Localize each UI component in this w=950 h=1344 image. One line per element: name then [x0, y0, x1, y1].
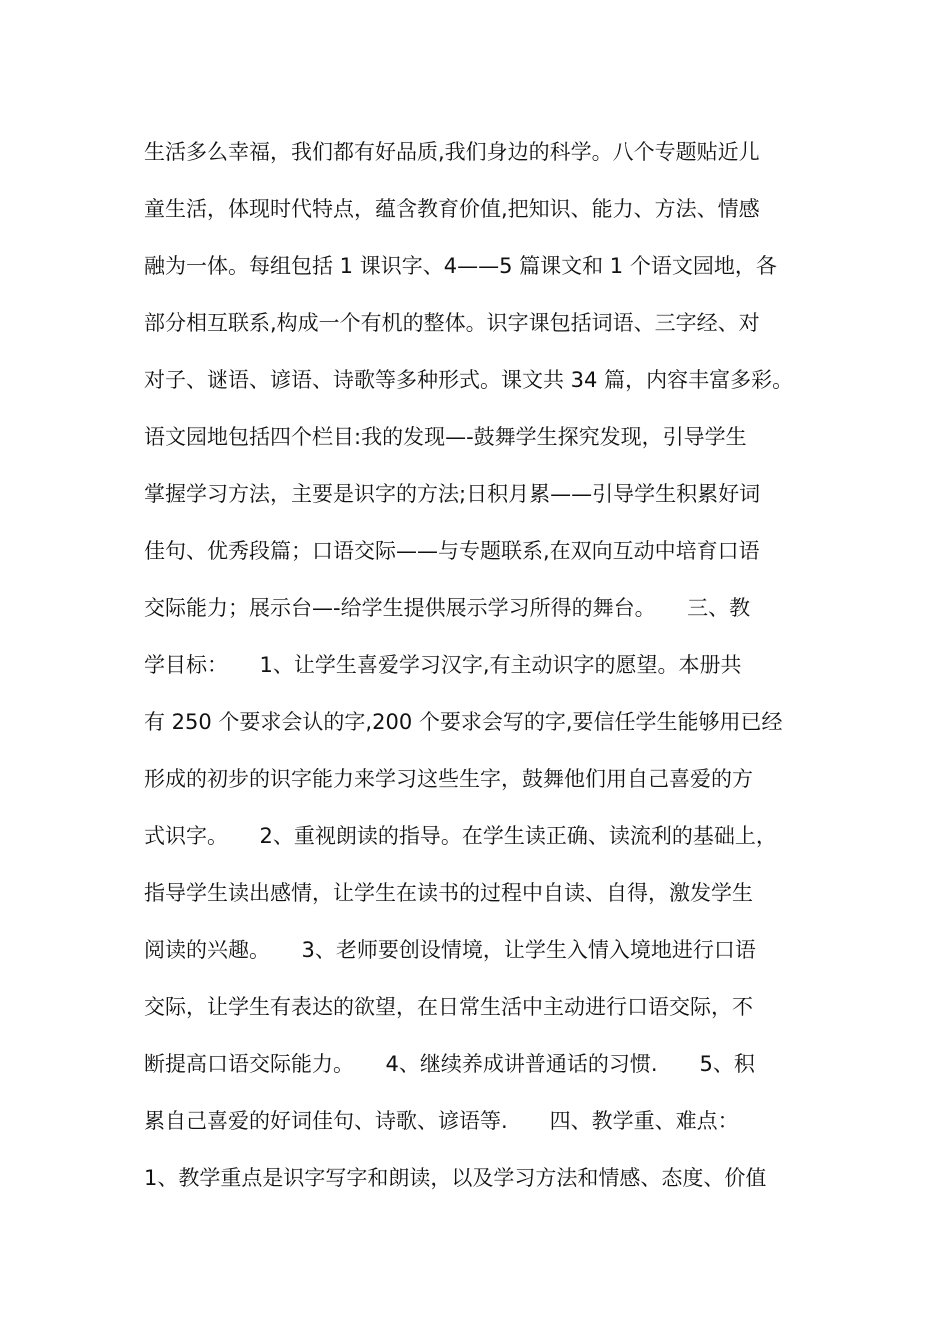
- text-line: 部分相互联系,构成一个有机的整体。识字课包括词语、三字经、对: [144, 311, 760, 335]
- text-line: 童生活，体现时代特点，蕴含教育价值,把知识、能力、方法、情感: [144, 197, 760, 221]
- text-line: 语文园地包括四个栏目:我的发现—-鼓舞学生探究发现，引导学生: [144, 425, 747, 449]
- text-line: 佳句、优秀段篇；口语交际——与专题联系,在双向互动中培育口语: [144, 539, 760, 563]
- text-line: 指导学生读出感情，让学生在读书的过程中自读、自得，激发学生: [144, 881, 753, 905]
- text-line: 融为一体。每组包括 1 课识字、4——5 篇课文和 1 个语文园地，各: [144, 254, 777, 278]
- text-line: 有 250 个要求会认的字,200 个要求会写的字,要信任学生能够用已经: [144, 710, 783, 734]
- text-line: 断提高口语交际能力。 4、继续养成讲普通话的习惯. 5、积: [144, 1052, 755, 1076]
- text-line: 生活多么幸福，我们都有好品质,我们身边的科学。八个专题贴近儿: [144, 140, 760, 164]
- text-line: 学目标： 1、让学生喜爱学习汉字,有主动识字的愿望。本册共: [144, 653, 742, 677]
- text-line: 累自己喜爱的好词佳句、诗歌、谚语等. 四、教学重、难点：: [144, 1109, 739, 1133]
- text-line: 交际能力；展示台—-给学生提供展示学习所得的舞台。 三、教: [144, 596, 751, 620]
- text-line: 掌握学习方法，主要是识字的方法;日积月累——引导学生积累好词: [144, 482, 761, 506]
- text-line: 1、教学重点是识字写字和朗读，以及学习方法和情感、态度、价值: [144, 1166, 767, 1190]
- text-line: 交际，让学生有表达的欲望，在日常生活中主动进行口语交际，不: [144, 995, 753, 1019]
- text-line: 式识字。 2、重视朗读的指导。在学生读正确、读流利的基础上，: [144, 824, 777, 848]
- text-line: 对子、谜语、谚语、诗歌等多种形式。课文共 34 篇，内容丰富多彩。: [144, 368, 794, 392]
- text-line: 阅读的兴趣。 3、老师要创设情境，让学生入情入境地进行口语: [144, 938, 756, 962]
- text-line: 形成的初步的识字能力来学习这些生字，鼓舞他们用自己喜爱的方: [144, 767, 753, 791]
- body-text: [144, 124, 824, 1207]
